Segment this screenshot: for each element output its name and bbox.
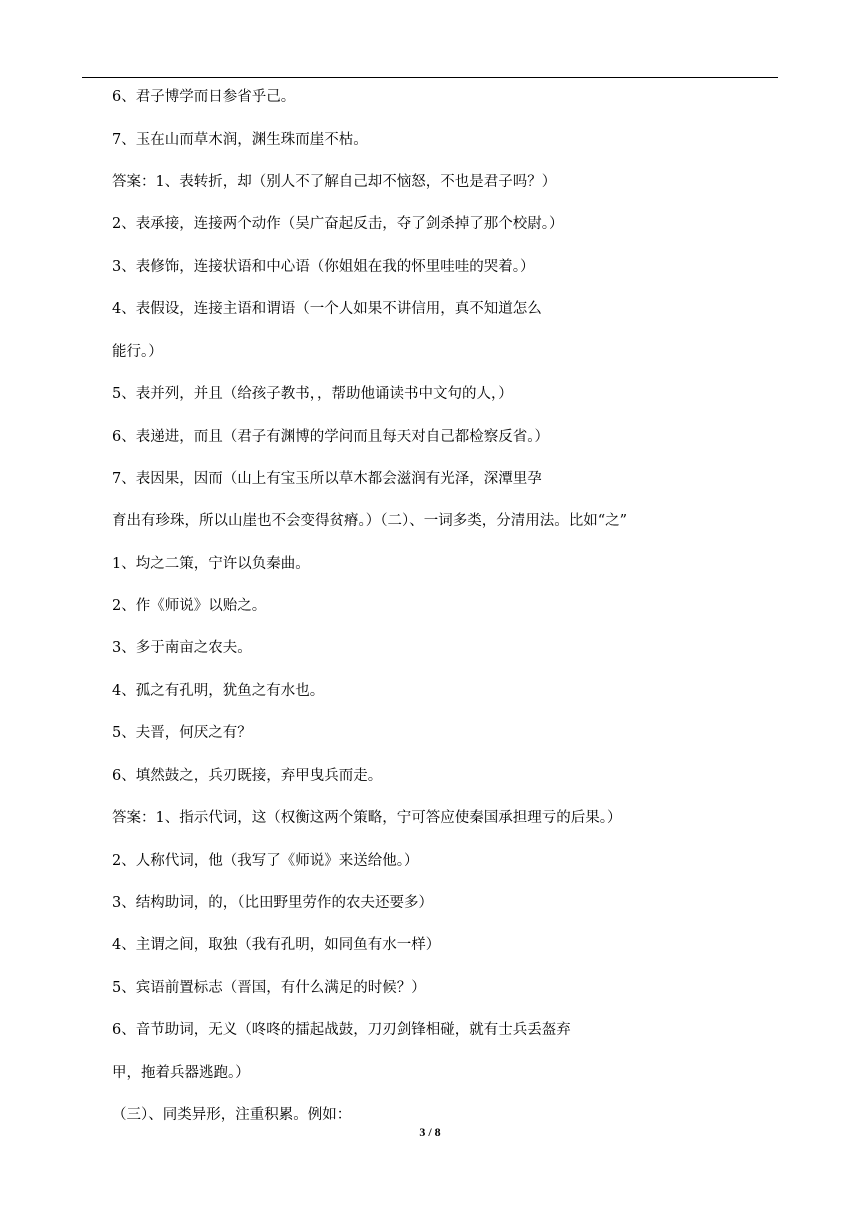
text-line: （三）、同类异形，注重积累。例如： xyxy=(112,1107,352,1123)
text-line: 2、人称代词，他（我写了《师说》来送给他。） xyxy=(112,853,419,869)
text-line: 甲，拖着兵器逃跑。） xyxy=(112,1065,250,1081)
text-line: 6、填然鼓之，兵刃既接，弃甲曳兵而走。 xyxy=(112,768,383,784)
text-line: 2、作《师说》以贻之。 xyxy=(112,598,267,614)
page-number: 3 / 8 xyxy=(419,1125,441,1139)
text-line: 答案：1、指示代词，这（权衡这两个策略，宁可答应使秦国承担理亏的后果。） xyxy=(112,810,622,826)
text-line: 5、表并列，并且（给孩子教书，，帮助他诵读书中文句的人，） xyxy=(112,386,513,402)
text-line: 5、夫晋，何厌之有？ xyxy=(112,725,252,741)
text-line: 1、均之二策，宁许以负秦曲。 xyxy=(112,556,310,572)
text-line: 2、表承接，连接两个动作（吴广奋起反击，夺了剑杀掉了那个校尉。） xyxy=(112,216,564,232)
header-rule xyxy=(82,77,778,78)
text-line: 答案：1、表转折，却（别人不了解自己却不恼怒，不也是君子吗？） xyxy=(112,174,557,190)
text-line: 5、宾语前置标志（晋国，有什么满足的时候？） xyxy=(112,980,426,996)
text-line: 3、表修饰，连接状语和中心语（你姐姐在我的怀里哇哇的哭着。） xyxy=(112,259,535,275)
text-line: 3、多于南亩之农夫。 xyxy=(112,640,252,656)
text-line: 6、表递进，而且（君子有渊博的学问而且每天对自己都检察反省。） xyxy=(112,429,549,445)
text-line: 能行。） xyxy=(112,344,163,360)
text-line: 3、结构助词，的，（比田野里劳作的农夫还要多） xyxy=(112,895,433,911)
text-line: 7、表因果，因而（山上有宝玉所以草木都会滋润有光泽，深潭里孕 xyxy=(112,471,542,487)
text-line: 6、音节助词，无义（咚咚的擂起战鼓，刀刃剑锋相碰，就有士兵丢盔弃 xyxy=(112,1022,571,1038)
text-line: 4、表假设，连接主语和谓语（一个人如果不讲信用，真不知道怎么 xyxy=(112,301,542,317)
text-line: 4、孤之有孔明，犹鱼之有水也。 xyxy=(112,683,325,699)
text-line: 育出有珍珠，所以山崖也不会变得贫瘠。）（二）、一词多类，分清用法。比如“之” xyxy=(112,513,628,529)
text-line: 6、君子博学而日参省乎己。 xyxy=(112,89,296,105)
text-line: 7、玉在山而草木润，渊生珠而崖不枯。 xyxy=(112,132,368,148)
text-line: 4、主谓之间，取独（我有孔明，如同鱼有水一样） xyxy=(112,937,441,953)
